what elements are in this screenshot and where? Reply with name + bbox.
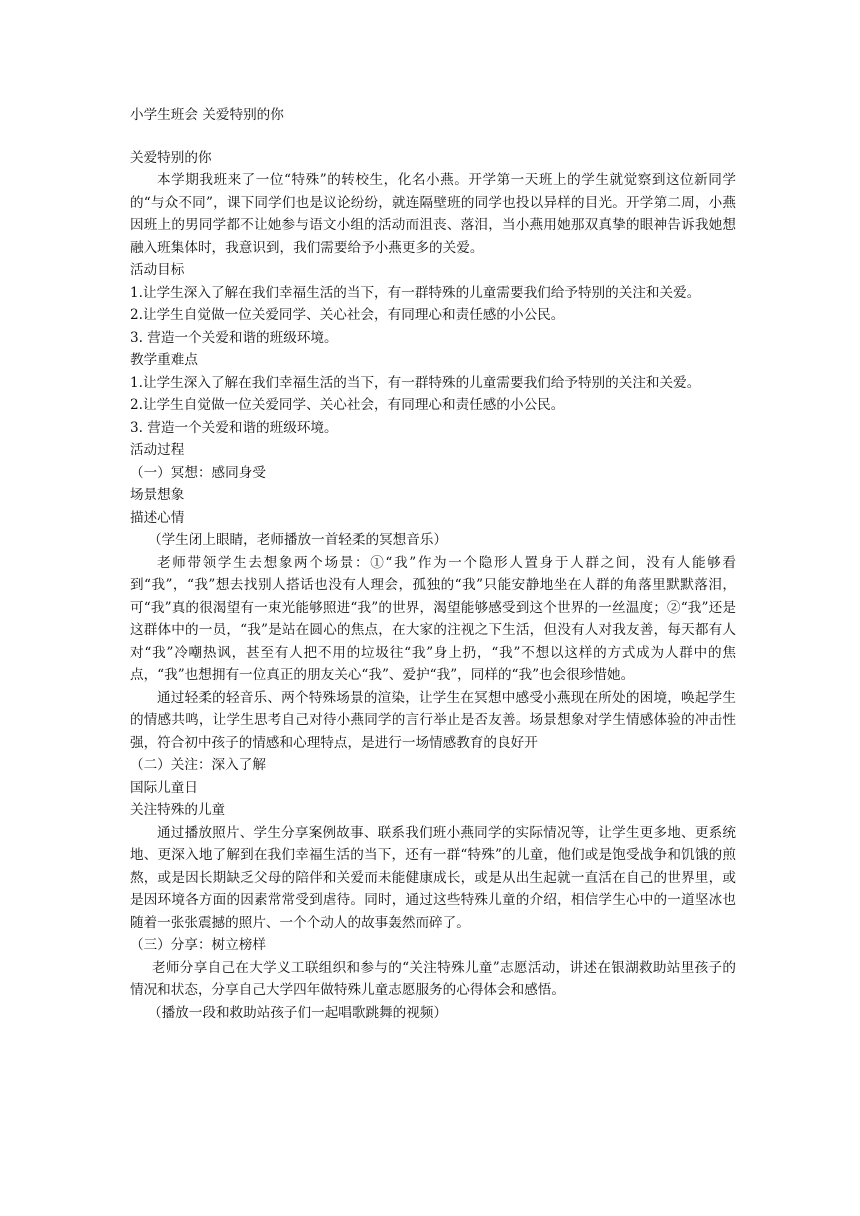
goal-item-1: 1.让学生深入了解在我们幸福生活的当下，有一群特殊的儿童需要我们给予特别的关注和关爱。 bbox=[130, 284, 701, 301]
meditation-paragraph: 老师带领学生去想象两个场景：①“我”作为一个隐形人置身于人群之间，没有人能够看到“我”，“我”想去找别人搭话也没有人理会，孤独的“我”只能安静地坐在人群的角落里默默落泪，可“我”真的很渴望有一束光能够照进“我”的世界，渴望能够感受到这个世界的一丝温度；②“我”还是这群体中的一员，“我”是站在圆心的焦点，在大家的注视之下生活，但没有人对我友善，每天都有人对“我”冷嘲热讽，甚至有人把不用的垃圾往“我”身上扔，“我”不想以这样的方式成为人群中的焦点，“我”也想拥有一位真正的朋友关心“我”、爱护“我”，同样的“我”也会很珍惜她。 bbox=[130, 554, 736, 683]
focus-paragraph: 通过播放照片、学生分享案例故事、联系我们班小燕同学的实际情况等，让学生更多地、更系统地、更深入地了解到在我们幸福生活的当下，还有一群“特殊”的儿童，他们或是饱受战争和饥饿的煎熬，或是因长期缺乏父母的陪伴和关爱而未能健康成长，或是从出生起就一直活在自己的世界里，或是因环境各方面的因素常常受到虐待。同时，通过这些特殊儿童的介绍，相信学生心中的一道坚冰也随着一张张震撼的照片、一个个动人的故事轰然而碎了。 bbox=[130, 824, 736, 931]
describe-feelings-heading: 描述心情 bbox=[130, 509, 185, 526]
document-title: 小学生班会 关爱特别的你 bbox=[130, 107, 284, 123]
goal-item-2: 2.让学生自觉做一位关爱同学、关心社会，有同理心和责任感的小公民。 bbox=[130, 307, 565, 323]
intro-paragraph: 本学期我班来了一位“特殊”的转校生，化名小燕。开学第一天班上的学生就觉察到这位新同学的“与众不同”，课下同学们也是议论纷纷，就连隔壁班的同学也投以异样的目光。开学第二周，小燕因班上的男同学都不让她参与语文小组的活动而沮丧、落泪，当小燕用她那双真挚的眼神告诉我她想融入班集体时，我意识到，我们需要给予小燕更多的关爱。 bbox=[130, 172, 736, 256]
activity-goals-heading: 活动目标 bbox=[130, 262, 185, 278]
section-heading-2: （二）关注：深入了解 bbox=[130, 757, 266, 773]
focus-special-heading: 关注特殊的儿童 bbox=[130, 802, 226, 818]
main-heading: 关爱特别的你 bbox=[130, 149, 212, 166]
share-paragraph: 老师分享自己在大学义工联组织和参与的“关注特殊儿童”志愿活动，讲述在银湖救助站里孩子的情况和状态，分享自己大学四年做特殊儿童志愿服务的心得体会和感悟。 bbox=[130, 959, 736, 998]
childrens-day-heading: 国际儿童日 bbox=[130, 779, 198, 796]
section-heading-1: （一）冥想：感同身受 bbox=[130, 464, 266, 481]
document-content bbox=[130, 104, 736, 1024]
goal-item-3: 3. 营造一个关爱和谐的班级环境。 bbox=[130, 329, 338, 346]
key-point-item-2: 2.让学生自觉做一位关爱同学、关心社会，有同理心和责任感的小公民。 bbox=[130, 397, 565, 413]
music-note: （学生闭上眼睛，老师播放一首轻柔的冥想音乐） bbox=[148, 532, 448, 548]
key-point-item-1: 1.让学生深入了解在我们幸福生活的当下，有一群特殊的儿童需要我们给予特别的关注和关爱。 bbox=[130, 374, 701, 391]
reflection-paragraph: 通过轻柔的轻音乐、两个特殊场景的渲染，让学生在冥想中感受小燕现在所处的困境，唤起学生的情感共鸣，让学生思考自己对待小燕同学的言行举止是否友善。场景想象对学生情感体验的冲击性强，符合初中孩子的情感和心理特点，是进行一场情感教育的良好开 bbox=[130, 689, 736, 751]
section-heading-3: （三）分享：树立榜样 bbox=[130, 937, 266, 953]
scene-imagination-heading: 场景想象 bbox=[130, 487, 185, 503]
process-heading: 活动过程 bbox=[130, 442, 185, 458]
video-note: （播放一段和救助站孩子们一起唱歌跳舞的视频） bbox=[148, 1004, 448, 1021]
key-points-heading: 教学重难点 bbox=[130, 352, 198, 368]
key-point-item-3: 3. 营造一个关爱和谐的班级环境。 bbox=[130, 419, 338, 436]
